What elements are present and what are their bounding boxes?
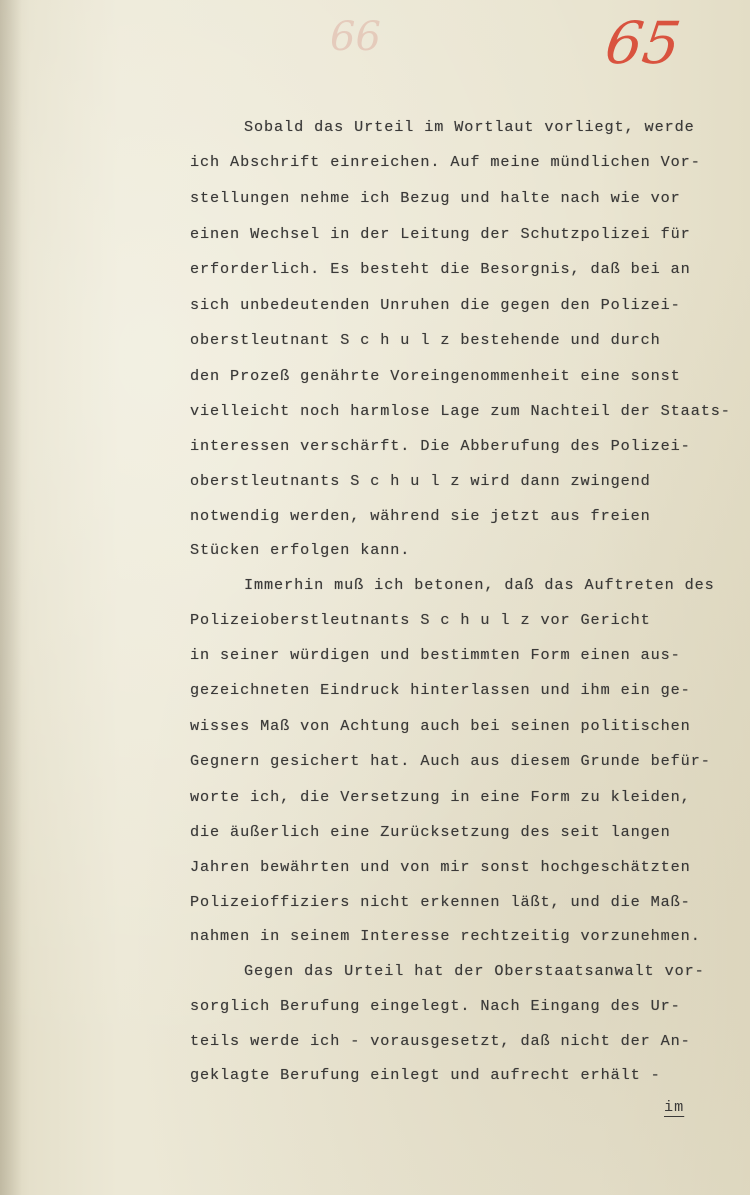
text-line: sich unbedeutenden Unruhen die gegen den Polizei- [190,296,681,314]
text-line: Immerhin muß ich betonen, daß das Auftreten des [244,576,715,594]
text-line: vielleicht noch harmlose Lage zum Nachteil der Staats- [190,402,731,420]
text-line: Polizeioffiziers nicht erkennen läßt, und die Maß- [190,893,691,911]
text-line: den Prozeß genährte Voreingenommenheit eine sonst [190,367,681,385]
text-line: Sobald das Urteil im Wortlaut vorliegt, werde [244,118,695,136]
text-line: gezeichneten Eindruck hinterlassen und ihm ein ge- [190,681,691,699]
text-line: worte ich, die Versetzung in eine Form zu kleiden, [190,788,691,806]
text-line: Gegnern gesichert hat. Auch aus diesem Grunde befür- [190,752,711,770]
text-line: interessen verschärft. Die Abberufung des Polizei- [190,437,691,455]
catchword: im [664,1098,685,1116]
bleed-through-folio: 66 [330,14,381,60]
text-line: in seiner würdigen und bestimmten Form einen aus- [190,646,681,664]
text-line: geklagte Berufung einlegt und aufrecht erhält - [190,1066,661,1084]
text-line: Gegen das Urteil hat der Oberstaatsanwalt vor- [244,962,705,980]
text-line: die äußerlich eine Zurücksetzung des seit langen [190,823,671,841]
paper-edge-shadow [0,0,22,1195]
text-line: ich Abschrift einreichen. Auf meine mündlichen Vor- [190,153,701,171]
text-line: Jahren bewährten und von mir sonst hochgeschätzten [190,858,691,876]
text-line: einen Wechsel in der Leitung der Schutzpolizei für [190,225,691,243]
text-line: erforderlich. Es besteht die Besorgnis, daß bei an [190,260,691,278]
text-line: oberstleutnants S c h u l z wird dann zwingend [190,472,651,490]
text-line: Stücken erfolgen kann. [190,541,411,559]
text-line: wisses Maß von Achtung auch bei seinen politischen [190,717,691,735]
text-line: stellungen nehme ich Bezug und halte nach wie vor [190,189,681,207]
text-line: oberstleutnant S c h u l z bestehende und durch [190,331,661,349]
text-line: teils werde ich - vorausgesetzt, daß nicht der An- [190,1032,691,1050]
text-line: notwendig werden, während sie jetzt aus freien [190,507,651,525]
text-line: sorglich Berufung eingelegt. Nach Eingang des Ur- [190,997,681,1015]
folio-number: 65 [601,9,685,77]
text-line: nahmen in seinem Interesse rechtzeitig vorzunehmen. [190,927,701,945]
text-line: Polizeioberstleutnants S c h u l z vor Gericht [190,611,651,629]
